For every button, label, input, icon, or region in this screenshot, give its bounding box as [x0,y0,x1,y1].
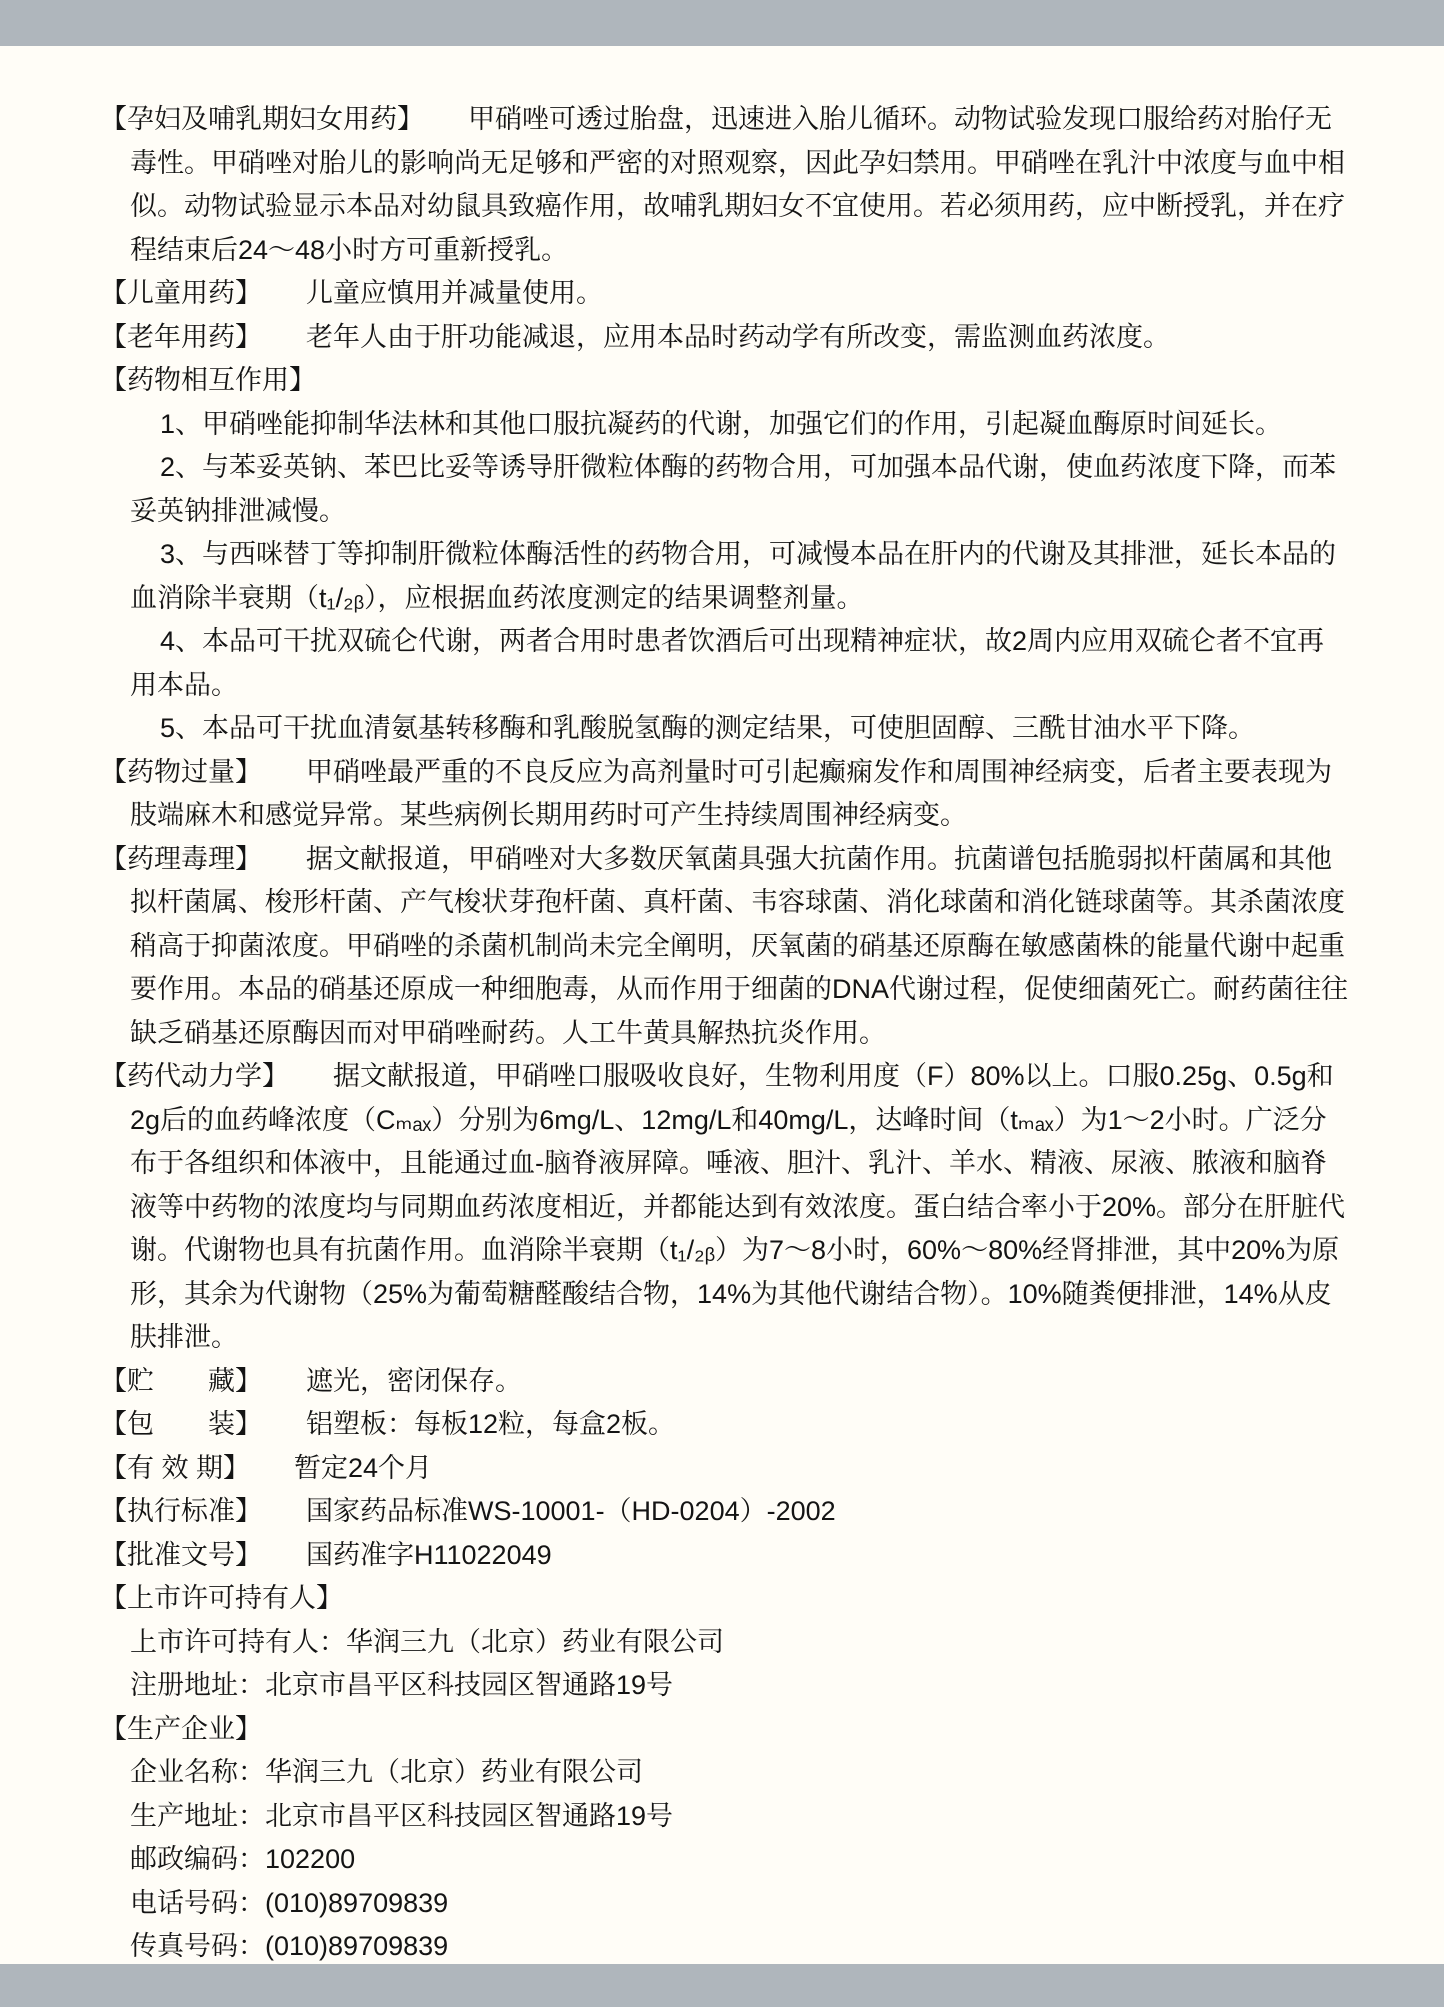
bracket-label: 【执行标准】 [100,1496,262,1526]
paragraph-text: 上市许可持有人：华润三九（北京）药业有限公司 [130,1626,724,1657]
section-paragraph [100,1447,1348,1491]
info-line [100,1751,1348,1795]
section-paragraph [100,1055,1348,1360]
section-paragraph [100,316,1348,360]
info-line [100,1664,1348,1708]
bracket-label: 【儿童用药】 [100,278,262,308]
bracket-label: 【药物过量】 [100,756,262,787]
paragraph-text: 遮光，密闭保存。 [306,1365,522,1396]
info-line [100,1621,1348,1665]
info-line [100,1795,1348,1839]
list-item-paragraph [100,403,1348,447]
bracket-label: 【药代动力学】 [100,1061,289,1091]
paragraph-text: 国药准字H11022049 [306,1539,552,1570]
paragraph-text: 老年人由于肝功能减退，应用本品时药动学有所改变，需监测血药浓度。 [306,321,1170,352]
paragraph-text: 生产地址：北京市昌平区科技园区智通路19号 [130,1800,674,1831]
paragraph-text: 2、与苯妥英钠、苯巴比妥等诱导肝微粒体酶的药物合用，可加强本品代谢，使血药浓度下降，而苯妥英钠排泄减慢。 [130,452,1337,526]
bracket-label: 【药物相互作用】 [100,365,316,395]
info-line [100,1838,1348,1882]
paragraph-text: 据文献报道，甲硝唑口服吸收良好，生物利用度（F）80%以上。口服0.25g、0.5g和2g后的血药峰浓度（Cₘₐₓ）分别为6mg/L、12mg/L和40mg/L，达峰时间（tₘₐₓ）为1～2小时。广泛分布于各组织和体液中，且能通过血-脑脊液屏障。唾液、胆汁、乳汁、羊水、精液、尿液、脓液和脑脊液等中药物的浓度均与同期血药浓度相近，并都能达到有效浓度。蛋白结合率小于20%。部分在肝脏代谢。代谢物也具有抗菌作用。血消除半衰期（t₁/₂ᵦ）为7～8小时，60%～80%经肾排泄，其中20%为原形，其余为代谢物（25%为葡萄糖醛酸结合物，14%为其他代谢结合物）。10%随粪便排泄，14%从皮肤排泄。 [130,1061,1346,1352]
paragraph-text: 暂定24个月 [294,1452,433,1483]
paragraph-text: 邮政编码：102200 [130,1844,356,1874]
section-paragraph [100,1534,1348,1578]
top-border-bar [0,0,1444,46]
section-paragraph [100,1490,1348,1534]
paragraph-text: 儿童应慎用并减量使用。 [306,278,603,308]
list-item-paragraph [100,446,1348,533]
section-paragraph [100,1360,1348,1404]
paragraph-text: 传真号码：(010)89709839 [130,1931,449,1961]
section-paragraph [100,838,1348,1056]
paragraph-text: 5、本品可干扰血清氨基转移酶和乳酸脱氢酶的测定结果，可使胆固醇、三酰甘油水平下降。 [160,713,1256,743]
bracket-label: 【有 效 期】 [100,1452,251,1483]
bottom-border-bar [0,1964,1444,2007]
bracket-label: 【包 装】 [100,1409,262,1439]
bracket-label: 【批准文号】 [100,1539,262,1570]
info-line [100,1925,1348,1964]
insert-body [0,46,1444,1964]
paragraph-text: 据文献报道，甲硝唑对大多数厌氧菌具强大抗菌作用。抗菌谱包括脆弱拟杆菌属和其他拟杆菌属、梭形杆菌、产气梭状芽孢杆菌、真杆菌、韦容球菌、消化球菌和消化链球菌等。其杀菌浓度稍高于抑菌浓度。甲硝唑的杀菌机制尚未完全阐明，厌氧菌的硝基还原酶在敏感菌株的能量代谢中起重要作用。本品的硝基还原成一种细胞毒，从而作用于细菌的DNA代谢过程，促使细菌死亡。耐药菌往往缺乏硝基还原酶因而对甲硝唑耐药。人工牛黄具解热抗炎作用。 [130,843,1349,1048]
paragraph-text: 甲硝唑最严重的不良反应为高剂量时可引起癫痫发作和周围神经病变，后者主要表现为肢端麻木和感觉异常。某些病例长期用药时可产生持续周围神经病变。 [130,756,1332,830]
list-item-paragraph [100,707,1348,751]
section-header [100,1577,1348,1621]
section-paragraph [100,751,1348,838]
paragraph-text: 企业名称：华润三九（北京）药业有限公司 [130,1757,643,1787]
list-item-paragraph [100,533,1348,620]
section-paragraph [100,272,1348,316]
paragraph-text: 4、本品可干扰双硫仑代谢，两者合用时患者饮酒后可出现精神症状，故2周内应用双硫仑者不宜再用本品。 [130,626,1325,700]
bracket-label: 【孕妇及哺乳期妇女用药】 [100,104,424,134]
section-paragraph [100,1403,1348,1447]
bracket-label: 【贮 藏】 [100,1365,262,1396]
paragraph-text: 国家药品标准WS-10001-（HD-0204）-2002 [306,1496,836,1526]
bracket-label: 【生产企业】 [100,1713,262,1744]
bracket-label: 【药理毒理】 [100,843,262,874]
bracket-label: 【老年用药】 [100,321,262,352]
paragraph-text: 1、甲硝唑能抑制华法林和其他口服抗凝药的代谢，加强它们的作用，引起凝血酶原时间延长。 [160,408,1283,439]
list-item-paragraph [100,620,1348,707]
paragraph-text: 甲硝唑可透过胎盘，迅速进入胎儿循环。动物试验发现口服给药对胎仔无毒性。甲硝唑对胎儿的影响尚无足够和严密的对照观察，因此孕妇禁用。甲硝唑在乳汁中浓度与血中相似。动物试验显示本品对幼鼠具致癌作用，故哺乳期妇女不宜使用。若必须用药，应中断授乳，并在疗程结束后24～48小时方可重新授乳。 [130,104,1345,265]
paragraph-text: 3、与西咪替丁等抑制肝微粒体酶活性的药物合用，可减慢本品在肝内的代谢及其排泄，延长本品的血消除半衰期（t₁/₂ᵦ），应根据血药浓度测定的结果调整剂量。 [130,539,1337,613]
paragraph-text: 电话号码：(010)89709839 [130,1887,449,1918]
section-header [100,1708,1348,1752]
paragraph-text: 注册地址：北京市昌平区科技园区智通路19号 [130,1670,674,1700]
section-header [100,359,1348,403]
info-line [100,1882,1348,1926]
paragraph-text: 铝塑板：每板12粒，每盒2板。 [306,1409,676,1439]
bracket-label: 【上市许可持有人】 [100,1583,343,1613]
section-paragraph [100,98,1348,272]
